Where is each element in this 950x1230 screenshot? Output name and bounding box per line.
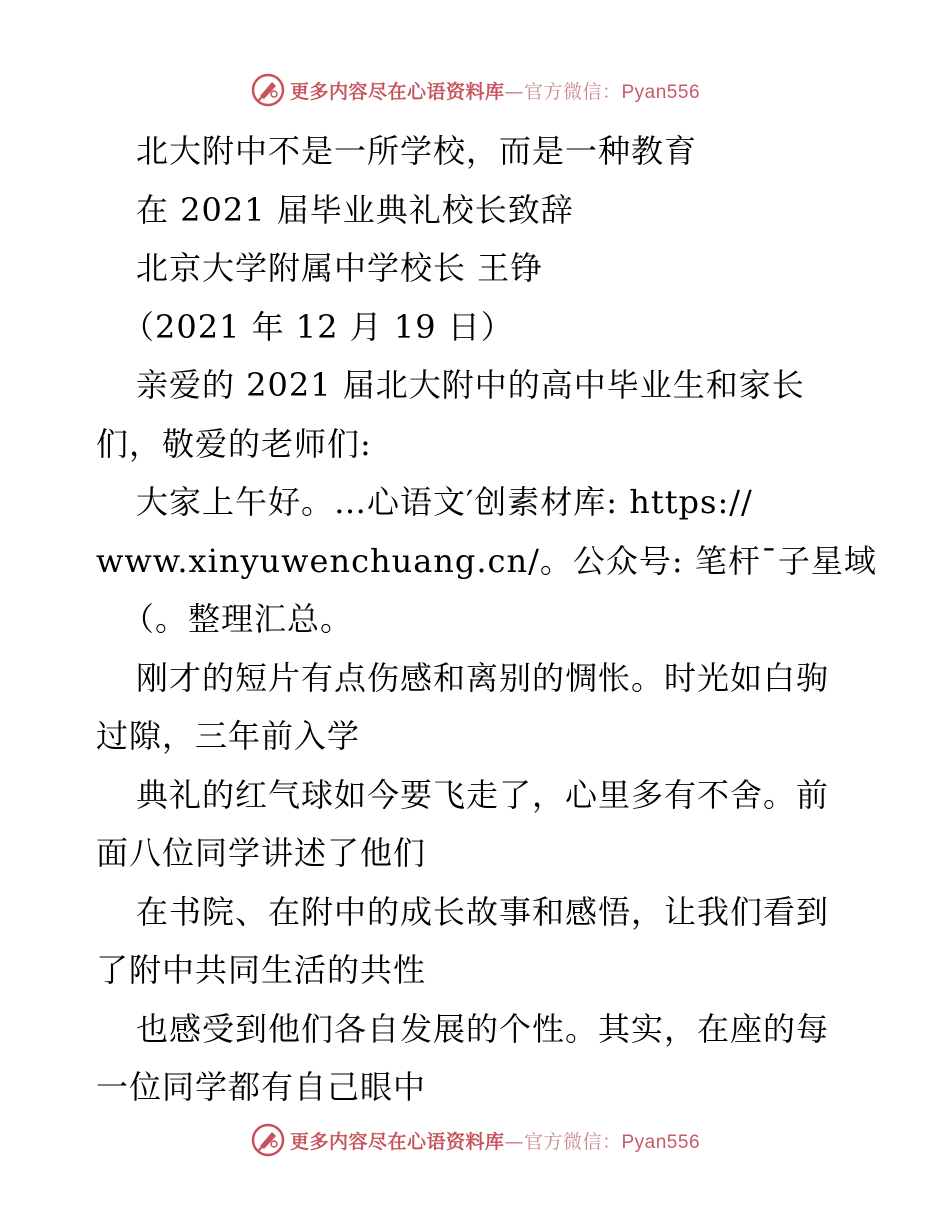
doc-paragraph-line: 面八位同学讲述了他们 <box>96 834 427 872</box>
doc-author: 北京大学附属中学校长 王铮 <box>136 249 544 287</box>
header-banner <box>0 70 950 110</box>
banner-main-text: 更多内容尽在心语资料库 <box>289 1130 505 1153</box>
doc-paragraph-line: 典礼的红气球如今要飞走了，心里多有不舍。前 <box>136 775 830 814</box>
banner-wechat-id: Pyan556 <box>621 81 701 103</box>
banner-wechat-label: 官方微信： <box>523 80 622 103</box>
banner-dash: — <box>504 1130 524 1153</box>
document-body <box>96 122 877 1117</box>
doc-paragraph-line: 大家上午好。…心语文′创素材库: https:// <box>136 483 753 521</box>
doc-paragraph-line: 亲爱的 2021 届北大附中的高中毕业生和家长 <box>136 366 805 404</box>
doc-paragraph-line: 刚才的短片有点伤感和离别的惆怅。时光如白驹 <box>136 658 830 697</box>
doc-subtitle: 在 2021 届毕业典礼校长致辞 <box>136 190 574 229</box>
footer-banner <box>0 1120 950 1160</box>
banner-main-text: 更多内容尽在心语资料库 <box>289 80 505 103</box>
brand-logo-icon <box>250 1122 286 1158</box>
doc-paragraph-line: （。整理汇总。 <box>122 600 354 638</box>
doc-paragraph-line: 过隙，三年前入学 <box>96 717 361 755</box>
doc-paragraph-line: 一位同学都有自己眼中 <box>96 1068 427 1106</box>
brand-logo-icon <box>250 72 286 108</box>
doc-paragraph-line: 在书院、在附中的成长故事和感悟，让我们看到 <box>136 892 830 931</box>
doc-title: 北大附中不是一所学校，而是一种教育 <box>136 132 698 170</box>
banner-dash: — <box>504 80 524 103</box>
doc-paragraph-line: 也感受到他们各自发展的个性。其实，在座的每 <box>136 1009 830 1048</box>
header-banner-text <box>290 77 700 104</box>
doc-paragraph-line: 们，敬爱的老师们: <box>96 424 372 463</box>
doc-paragraph-line: 了附中共同生活的共性 <box>96 951 427 989</box>
banner-wechat-label: 官方微信： <box>523 1130 622 1153</box>
footer-banner-text <box>290 1127 700 1154</box>
doc-paragraph-line: www.xinyuwenchuang.cn/。公众号: 笔杆¯子星域 <box>96 541 877 580</box>
doc-date: （2021 年 12 月 19 日） <box>122 307 514 346</box>
banner-wechat-id: Pyan556 <box>621 1131 701 1153</box>
